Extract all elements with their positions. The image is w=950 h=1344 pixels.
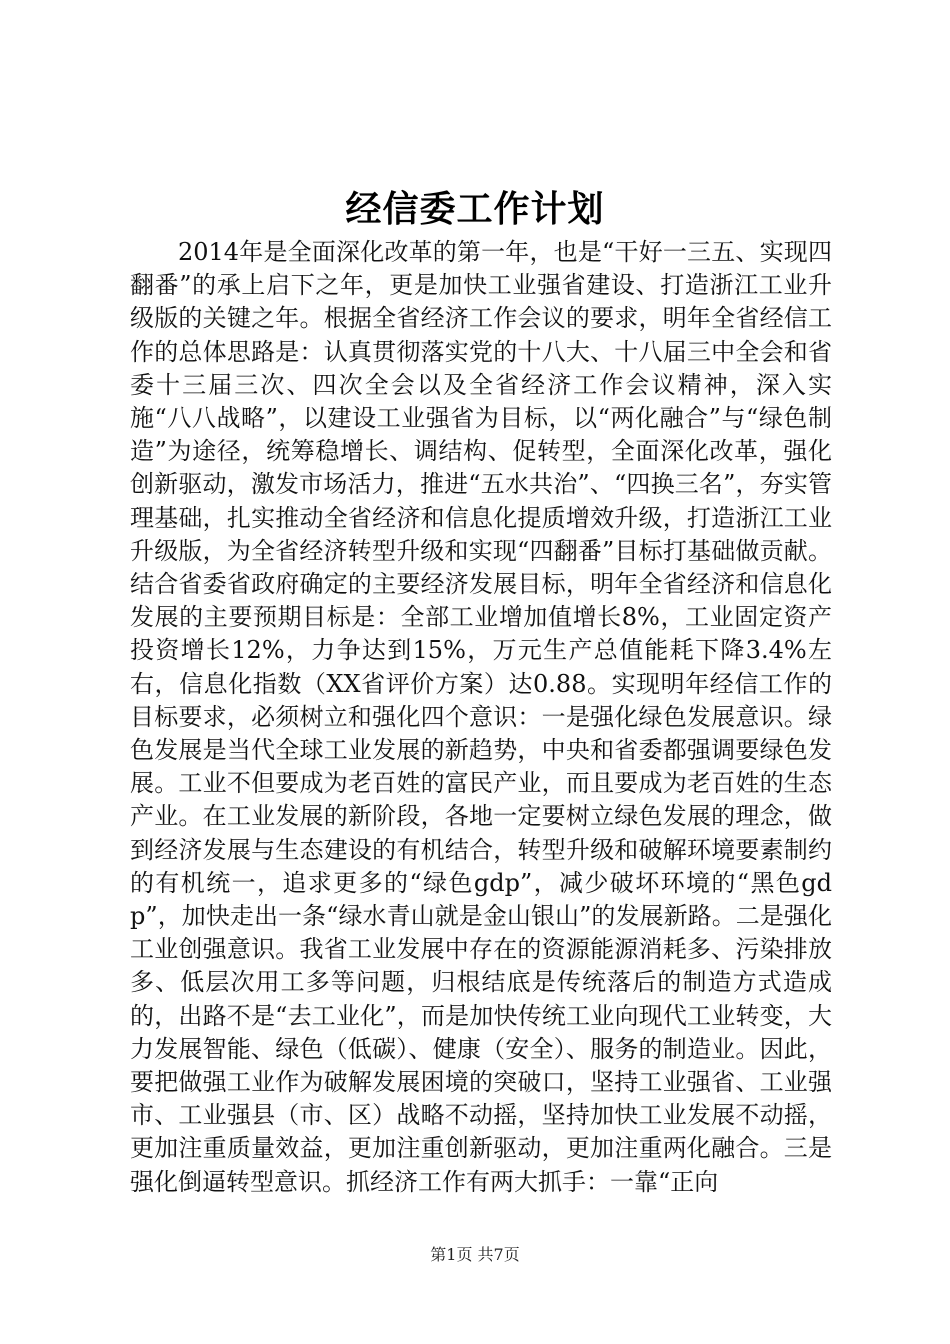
page-number-footer: 第1页 共7页 (430, 1245, 520, 1264)
document-title: 经信委工作计划 (345, 188, 605, 230)
document-body-paragraph: 2014年是全面深化改革的第一年，也是“干好一三五、实现四翻番”的承上启下之年，更是加快工业强省建设、打造浙江工业升级版的关键之年。根据全省经济工作会议的要求，明年全省经信工作的总体思路是：认真贯彻落实党的十八大、十八届三中全会和省委十三届三次、四次全会以及全省经济工作会议精神，深入实施“八八战略”，以建设工业强省为目标，以“两化融合”与“绿色制造”为途径，统筹稳增长、调结构、促转型，全面深化改革，强化创新驱动，激发市场活力，推进“五水共治”、“四换三名”，夯实管理基础，扎实推动全省经济和信息化提质增效升级，打造浙江工业升级版，为全省经济转型升级和实现“四翻番”目标打基础做贡献。结合省委省政府确定的主要经济发展目标，明年全省经济和信息化发展的主要预期目标是：全部工业增加值增长8%，工业固定资产投资增长12%，力争达到15%，万元生产总值能耗下降3.4%左右，信息化指数（XX省评价方案）达0.88。实现明年经信工作的目标要求，必须树立和强化四个意识：一是强化绿色发展意识。绿色发展是当代全球工业发展的新趋势，中央和省委都强调要绿色发展。工业不但要成为老百姓的富民产业，而且要成为老百姓的生态产业。在工业发展的新阶段，各地一定要树立绿色发展的理念，做到经济发展与生态建设的有机结合，转型升级和破解环境要素制约的有机统一，追求更多的“绿色gdp”，减少破坏环境的“黑色gdp”，加快走出一条“绿水青山就是金山银山”的发展新路。二是强化工业创强意识。我省工业发展中存在的资源能源消耗多、污染排放多、低层次用工多等问题，归根结底是传统落后的制造方式造成的，出路不是“去工业化”，而是加快传统工业向现代工业转变，大力发展智能、绿色（低碳）、健康（安全）、服务的制造业。因此，要把做强工业作为破解发展困境的突破口，坚持工业强省、工业强市、工业强县（市、区）战略不动摇，坚持加快工业发展不动摇，更加注重质量效益，更加注重创新驱动，更加注重两化融合。三是强化倒逼转型意识。抓经济工作有两大抓手：一靠“正向 (130, 238, 832, 1196)
